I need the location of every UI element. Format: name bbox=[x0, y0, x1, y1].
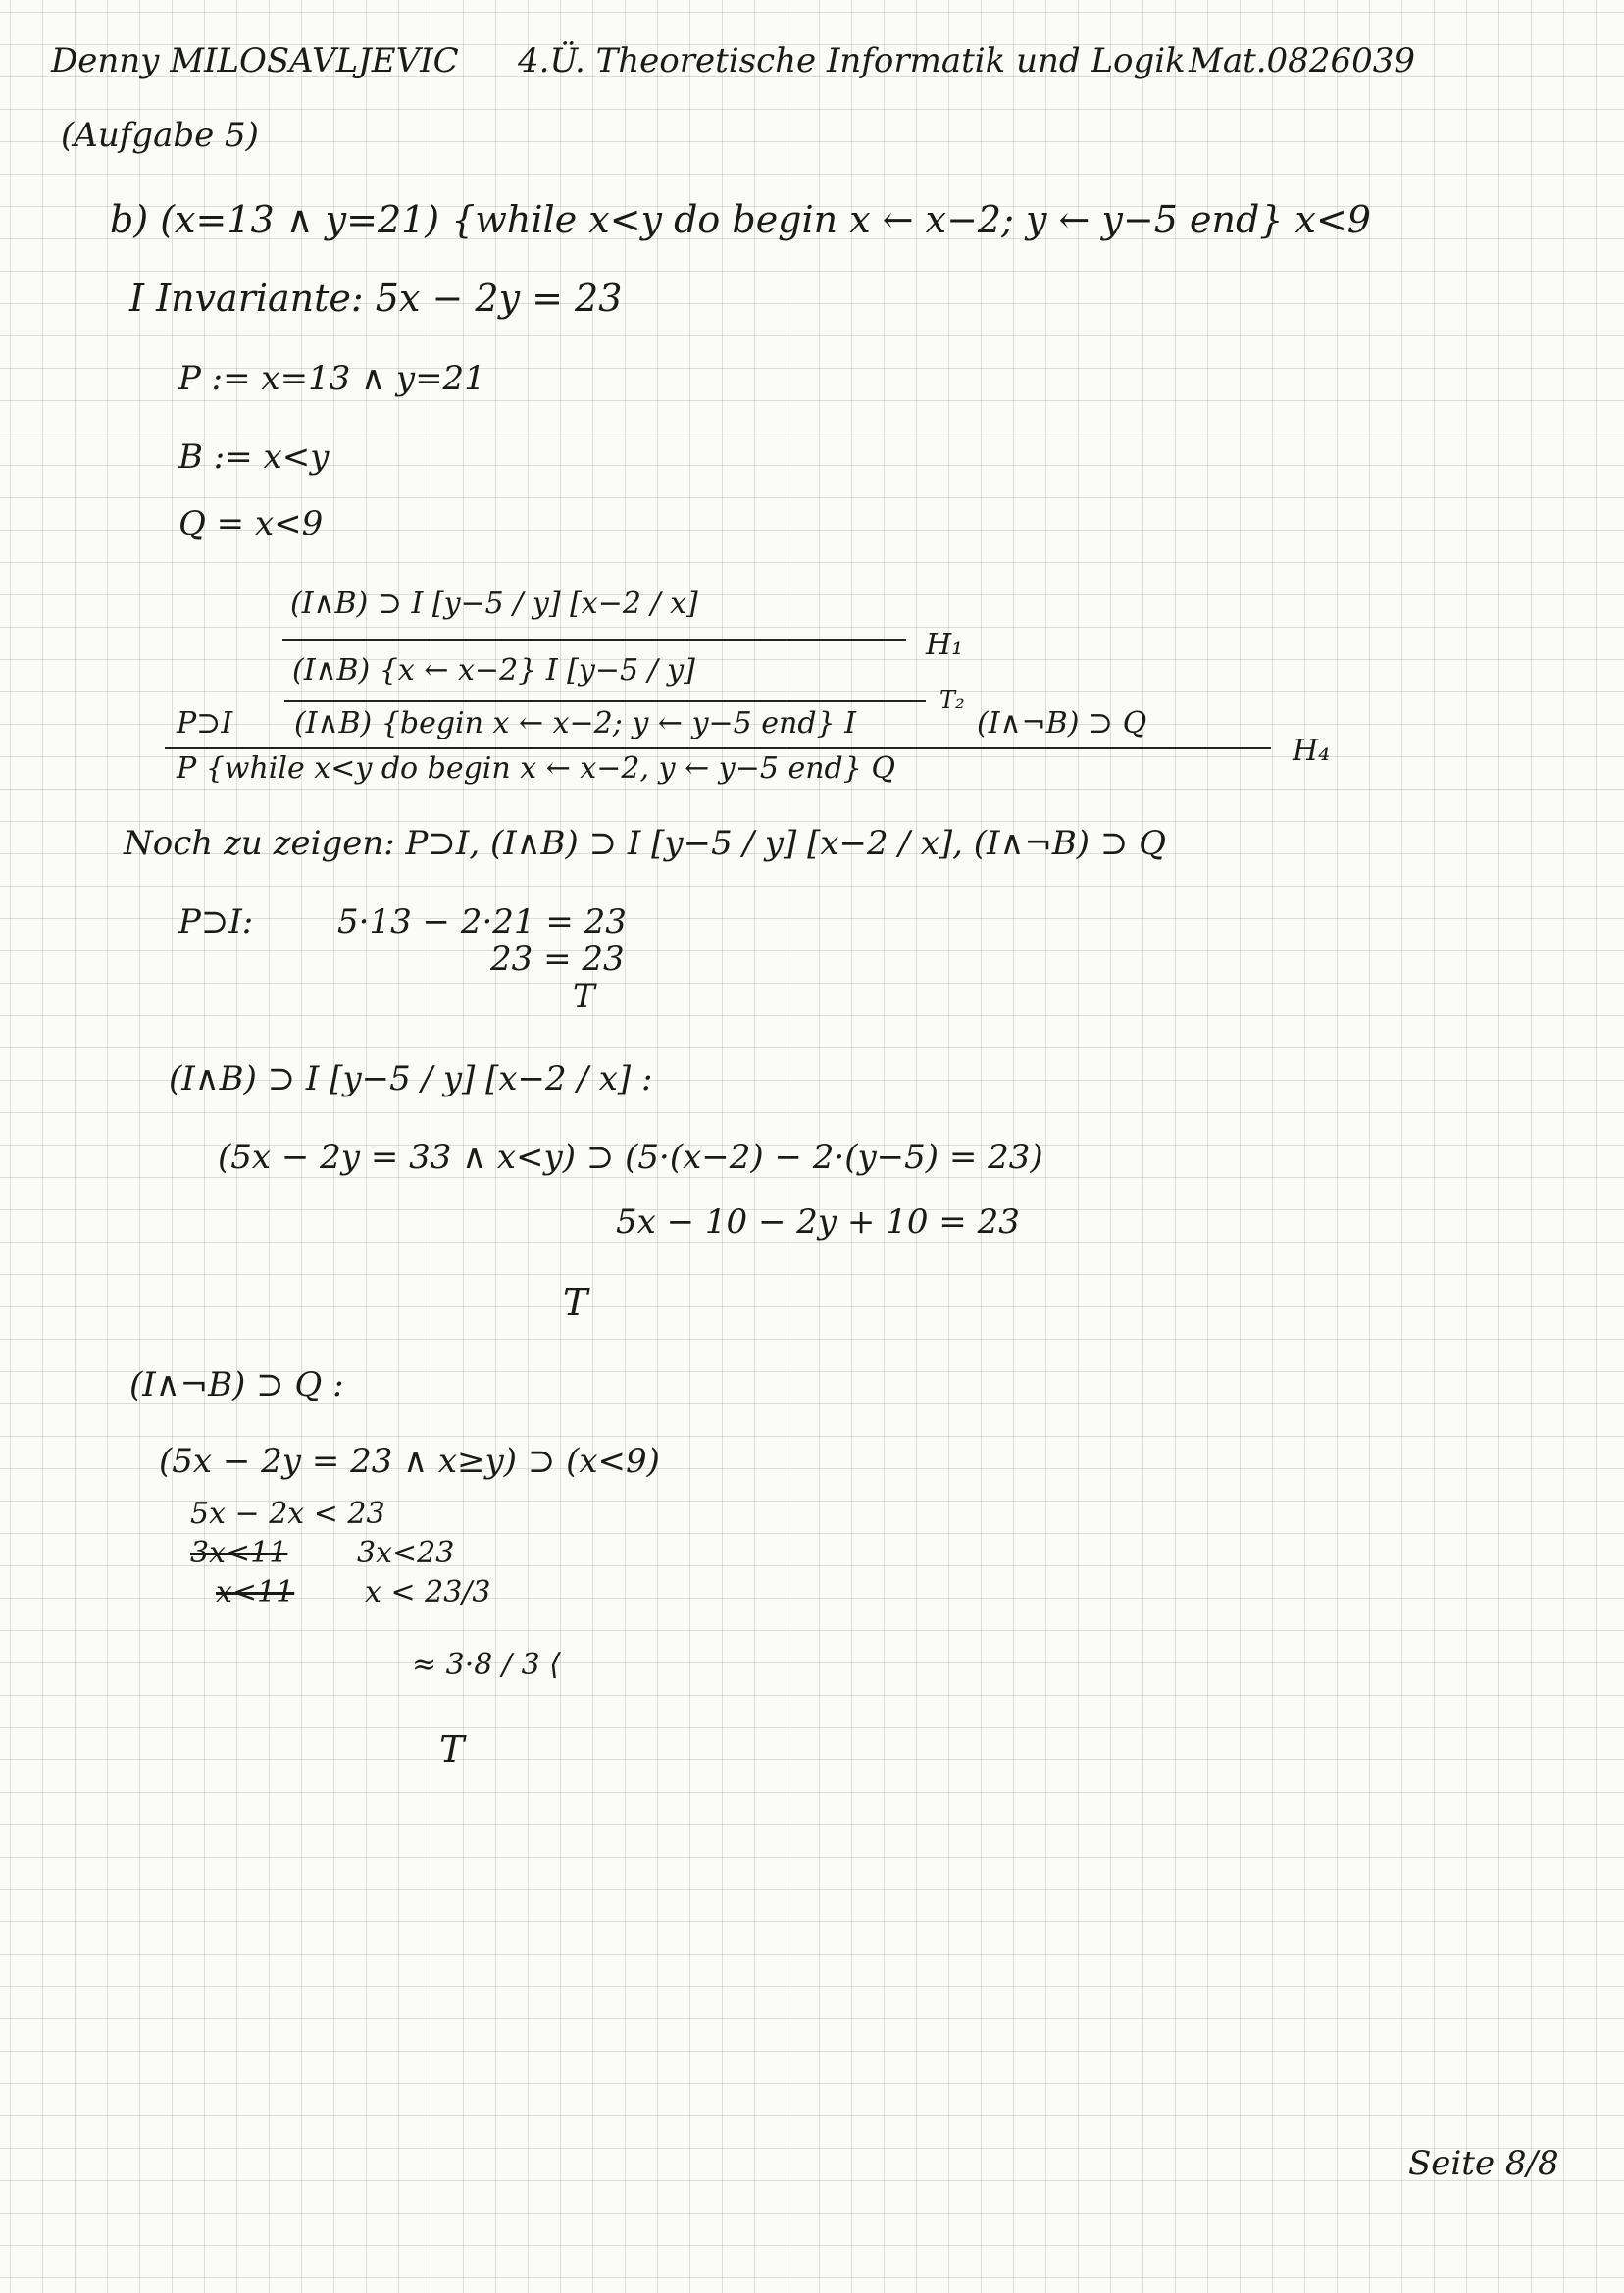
inb-implies-q-calc-4: x < 23/3 bbox=[365, 1575, 491, 1609]
inb-implies-q-struck-2: x<11 bbox=[216, 1575, 295, 1609]
inb-implies-q-heading: (I∧¬B) ⊃ Q : bbox=[129, 1365, 344, 1404]
course-title: 4.Ü. Theoretische Informatik und Logik bbox=[518, 41, 1186, 80]
proof-tree-rule-1 bbox=[282, 639, 906, 641]
p-implies-i-result: T bbox=[573, 977, 595, 1016]
p-implies-i-calc-1: 5·13 − 2·21 = 23 bbox=[337, 902, 627, 942]
definition-b: B := x<y bbox=[178, 437, 330, 477]
p-implies-i-calc-2: 23 = 23 bbox=[490, 940, 625, 979]
invariant-line: I Invariante: 5x − 2y = 23 bbox=[129, 277, 623, 320]
proof-tree-left-premise: P⊃I bbox=[177, 706, 233, 740]
proof-tree-rule-3 bbox=[165, 747, 1271, 749]
proof-tree-line-2: (I∧B) {x ← x−2} I [y−5 / y] bbox=[292, 653, 695, 688]
ib-implies-i-result: T bbox=[563, 1281, 588, 1324]
remaining-obligations: Noch zu zeigen: P⊃I, (I∧B) ⊃ I [y−5 / y] [x−2 / x], (I∧¬B) ⊃ Q bbox=[124, 824, 1167, 863]
inb-implies-q-calc-5: ≈ 3·8 / 3 ⟨ bbox=[412, 1648, 561, 1682]
proof-tree-label-h1: H₁ bbox=[926, 628, 964, 662]
definition-p: P := x=13 ∧ y=21 bbox=[178, 359, 485, 398]
proof-tree-label-t2: T₂ bbox=[939, 687, 965, 714]
proof-tree-line-3: (I∧B) {begin x ← x−2; y ← y−5 end} I bbox=[294, 706, 857, 740]
proof-tree-rule-2 bbox=[284, 700, 926, 702]
proof-tree-right-premise: (I∧¬B) ⊃ Q bbox=[977, 706, 1147, 740]
p-implies-i-heading: P⊃I: bbox=[178, 902, 254, 942]
task-label: (Aufgabe 5) bbox=[61, 116, 259, 155]
inb-implies-q-struck-1: 3x<11 bbox=[190, 1536, 288, 1570]
definition-q: Q = x<9 bbox=[178, 504, 324, 543]
proof-tree-conclusion: P {while x<y do begin x ← x−2, y ← y−5 end} Q bbox=[177, 751, 895, 786]
page-number: Seite 8/8 bbox=[1408, 2144, 1559, 2183]
ib-implies-i-heading: (I∧B) ⊃ I [y−5 / y] [x−2 / x] : bbox=[169, 1059, 653, 1098]
proof-tree-label-h4: H₄ bbox=[1293, 734, 1331, 768]
author-name: Denny MILOSAVLJEVIC bbox=[51, 41, 459, 80]
problem-statement: b) (x=13 ∧ y=21) {while x<y do begin x ← x−2; y ← y−5 end} x<9 bbox=[110, 198, 1371, 241]
ib-implies-i-calc-2: 5x − 10 − 2y + 10 = 23 bbox=[616, 1202, 1020, 1242]
inb-implies-q-calc-2: 5x − 2x < 23 bbox=[190, 1497, 385, 1531]
inb-implies-q-calc-1: (5x − 2y = 23 ∧ x≥y) ⊃ (x<9) bbox=[159, 1442, 660, 1481]
matriculation-number: Mat.0826039 bbox=[1189, 41, 1415, 80]
inb-implies-q-calc-3: 3x<23 bbox=[357, 1536, 455, 1570]
proof-tree-line-1: (I∧B) ⊃ I [y−5 / y] [x−2 / x] bbox=[290, 586, 698, 621]
inb-implies-q-result: T bbox=[439, 1728, 465, 1771]
ib-implies-i-calc-1: (5x − 2y = 33 ∧ x<y) ⊃ (5·(x−2) − 2·(y−5) = 23) bbox=[218, 1138, 1043, 1177]
